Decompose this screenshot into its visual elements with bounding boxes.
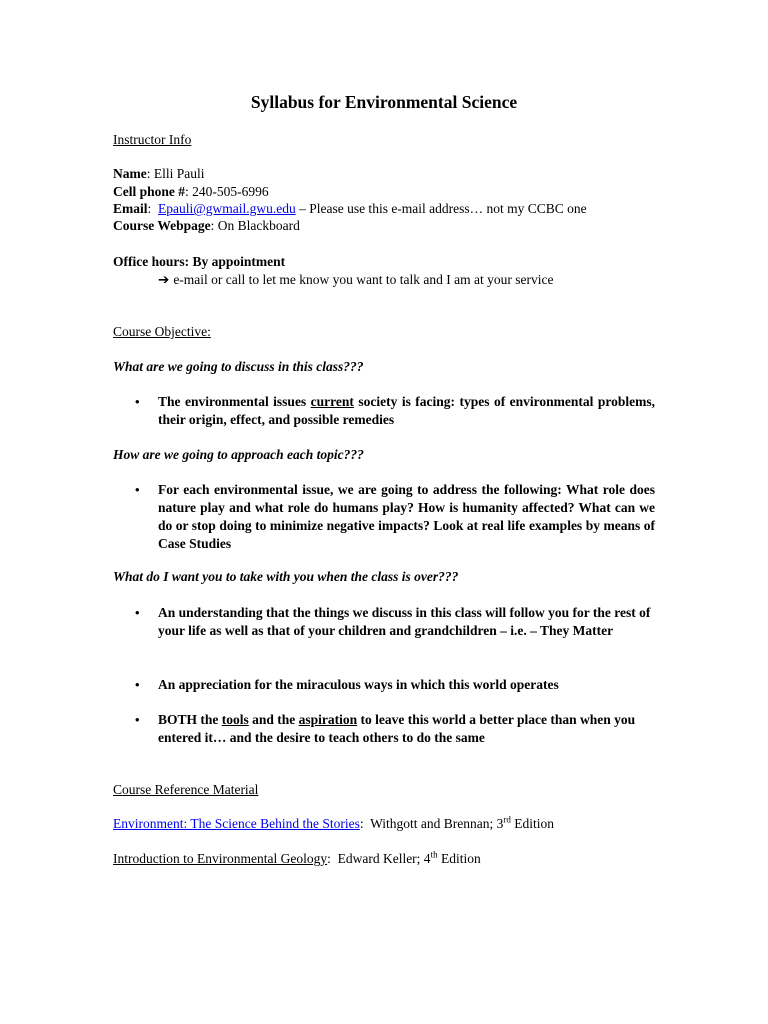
name-label: Name bbox=[113, 166, 147, 181]
b5-post: to leave this world a better place than when you entered it… and the desire to teach others to do the same bbox=[158, 712, 636, 745]
b5-tools: tools bbox=[221, 712, 249, 727]
email-link[interactable]: Epauli@gwmail.gwu.edu bbox=[158, 201, 296, 216]
bullet-icon: • bbox=[135, 712, 140, 727]
email-note: – Please use this e-mail address… not my CCBC one bbox=[295, 201, 587, 216]
instructor-name-line bbox=[113, 165, 205, 182]
b1-underline: current bbox=[310, 394, 354, 409]
bullet-icon: • bbox=[135, 677, 140, 692]
instructor-phone-line bbox=[113, 183, 269, 200]
reference-2-rest: : Edward Keller; 4 bbox=[327, 851, 431, 866]
objective-bullet-4: An appreciation for the miraculous ways in which this world operates bbox=[158, 677, 559, 692]
office-hours-line: Office hours: By appointment bbox=[113, 254, 286, 269]
email-sep: : bbox=[147, 201, 159, 216]
b5-pre: BOTH the bbox=[158, 712, 222, 727]
reference-item-1 bbox=[113, 815, 554, 832]
name-value: : Elli Pauli bbox=[146, 166, 205, 181]
webpage-value: : On Blackboard bbox=[210, 218, 300, 233]
reference-2-end: Edition bbox=[437, 851, 481, 866]
reference-heading: Course Reference Material bbox=[113, 782, 259, 797]
reference-1-end: Edition bbox=[510, 816, 555, 831]
reference-1-link[interactable]: Environment: The Science Behind the Stories bbox=[113, 816, 360, 831]
instructor-info-heading: Instructor Info bbox=[113, 132, 192, 147]
reference-2-sup: th bbox=[430, 849, 438, 860]
course-webpage-line bbox=[113, 217, 300, 234]
objective-bullet-5 bbox=[158, 711, 655, 747]
b5-aspiration: aspiration bbox=[298, 712, 358, 727]
course-objective-heading: Course Objective: bbox=[113, 324, 211, 339]
webpage-label: Course Webpage bbox=[113, 218, 211, 233]
phone-value: : 240-505-6996 bbox=[185, 184, 269, 199]
objective-bullet-1 bbox=[158, 393, 655, 429]
bullet-icon: • bbox=[135, 482, 140, 497]
reference-item-2 bbox=[113, 850, 481, 867]
objective-bullet-3: An understanding that the things we discuss in this class will follow you for the rest of your life as well as that of your children and grandchildren – i.e. – They Matter bbox=[158, 605, 651, 638]
bullet-icon: • bbox=[135, 394, 140, 409]
right-arrow-icon: ➔ bbox=[158, 272, 170, 287]
office-hours-note bbox=[158, 271, 553, 288]
document-title: Syllabus for Environmental Science bbox=[250, 92, 518, 112]
instructor-email-line bbox=[113, 200, 587, 217]
phone-label: Cell phone # bbox=[113, 184, 186, 199]
b1-post: society is facing: types of environmental problems, their origin, effect, and possible remedies bbox=[158, 394, 655, 427]
b5-mid: and the bbox=[248, 712, 299, 727]
reference-2-title: Introduction to Environmental Geology bbox=[113, 851, 328, 866]
objective-question-1: What are we going to discuss in this class??? bbox=[113, 359, 364, 374]
objective-question-3: What do I want you to take with you when the class is over??? bbox=[113, 569, 459, 584]
reference-1-sup: rd bbox=[503, 814, 511, 825]
objective-question-2: How are we going to approach each topic??? bbox=[113, 447, 364, 462]
objective-bullet-2: For each environmental issue, we are going to address the following: What role does nature play and what role do humans play? How is humanity affected? What can we do or stop doing to minimize negative impacts? Look at real life examples by means of Case Studies bbox=[158, 482, 655, 551]
bullet-icon: • bbox=[135, 605, 140, 620]
reference-1-rest: : Withgott and Brennan; 3 bbox=[359, 816, 504, 831]
office-note-text: e-mail or call to let me know you want to talk and I am at your service bbox=[173, 272, 554, 287]
b1-pre: The environmental issues bbox=[158, 394, 311, 409]
email-label: Email bbox=[113, 201, 148, 216]
